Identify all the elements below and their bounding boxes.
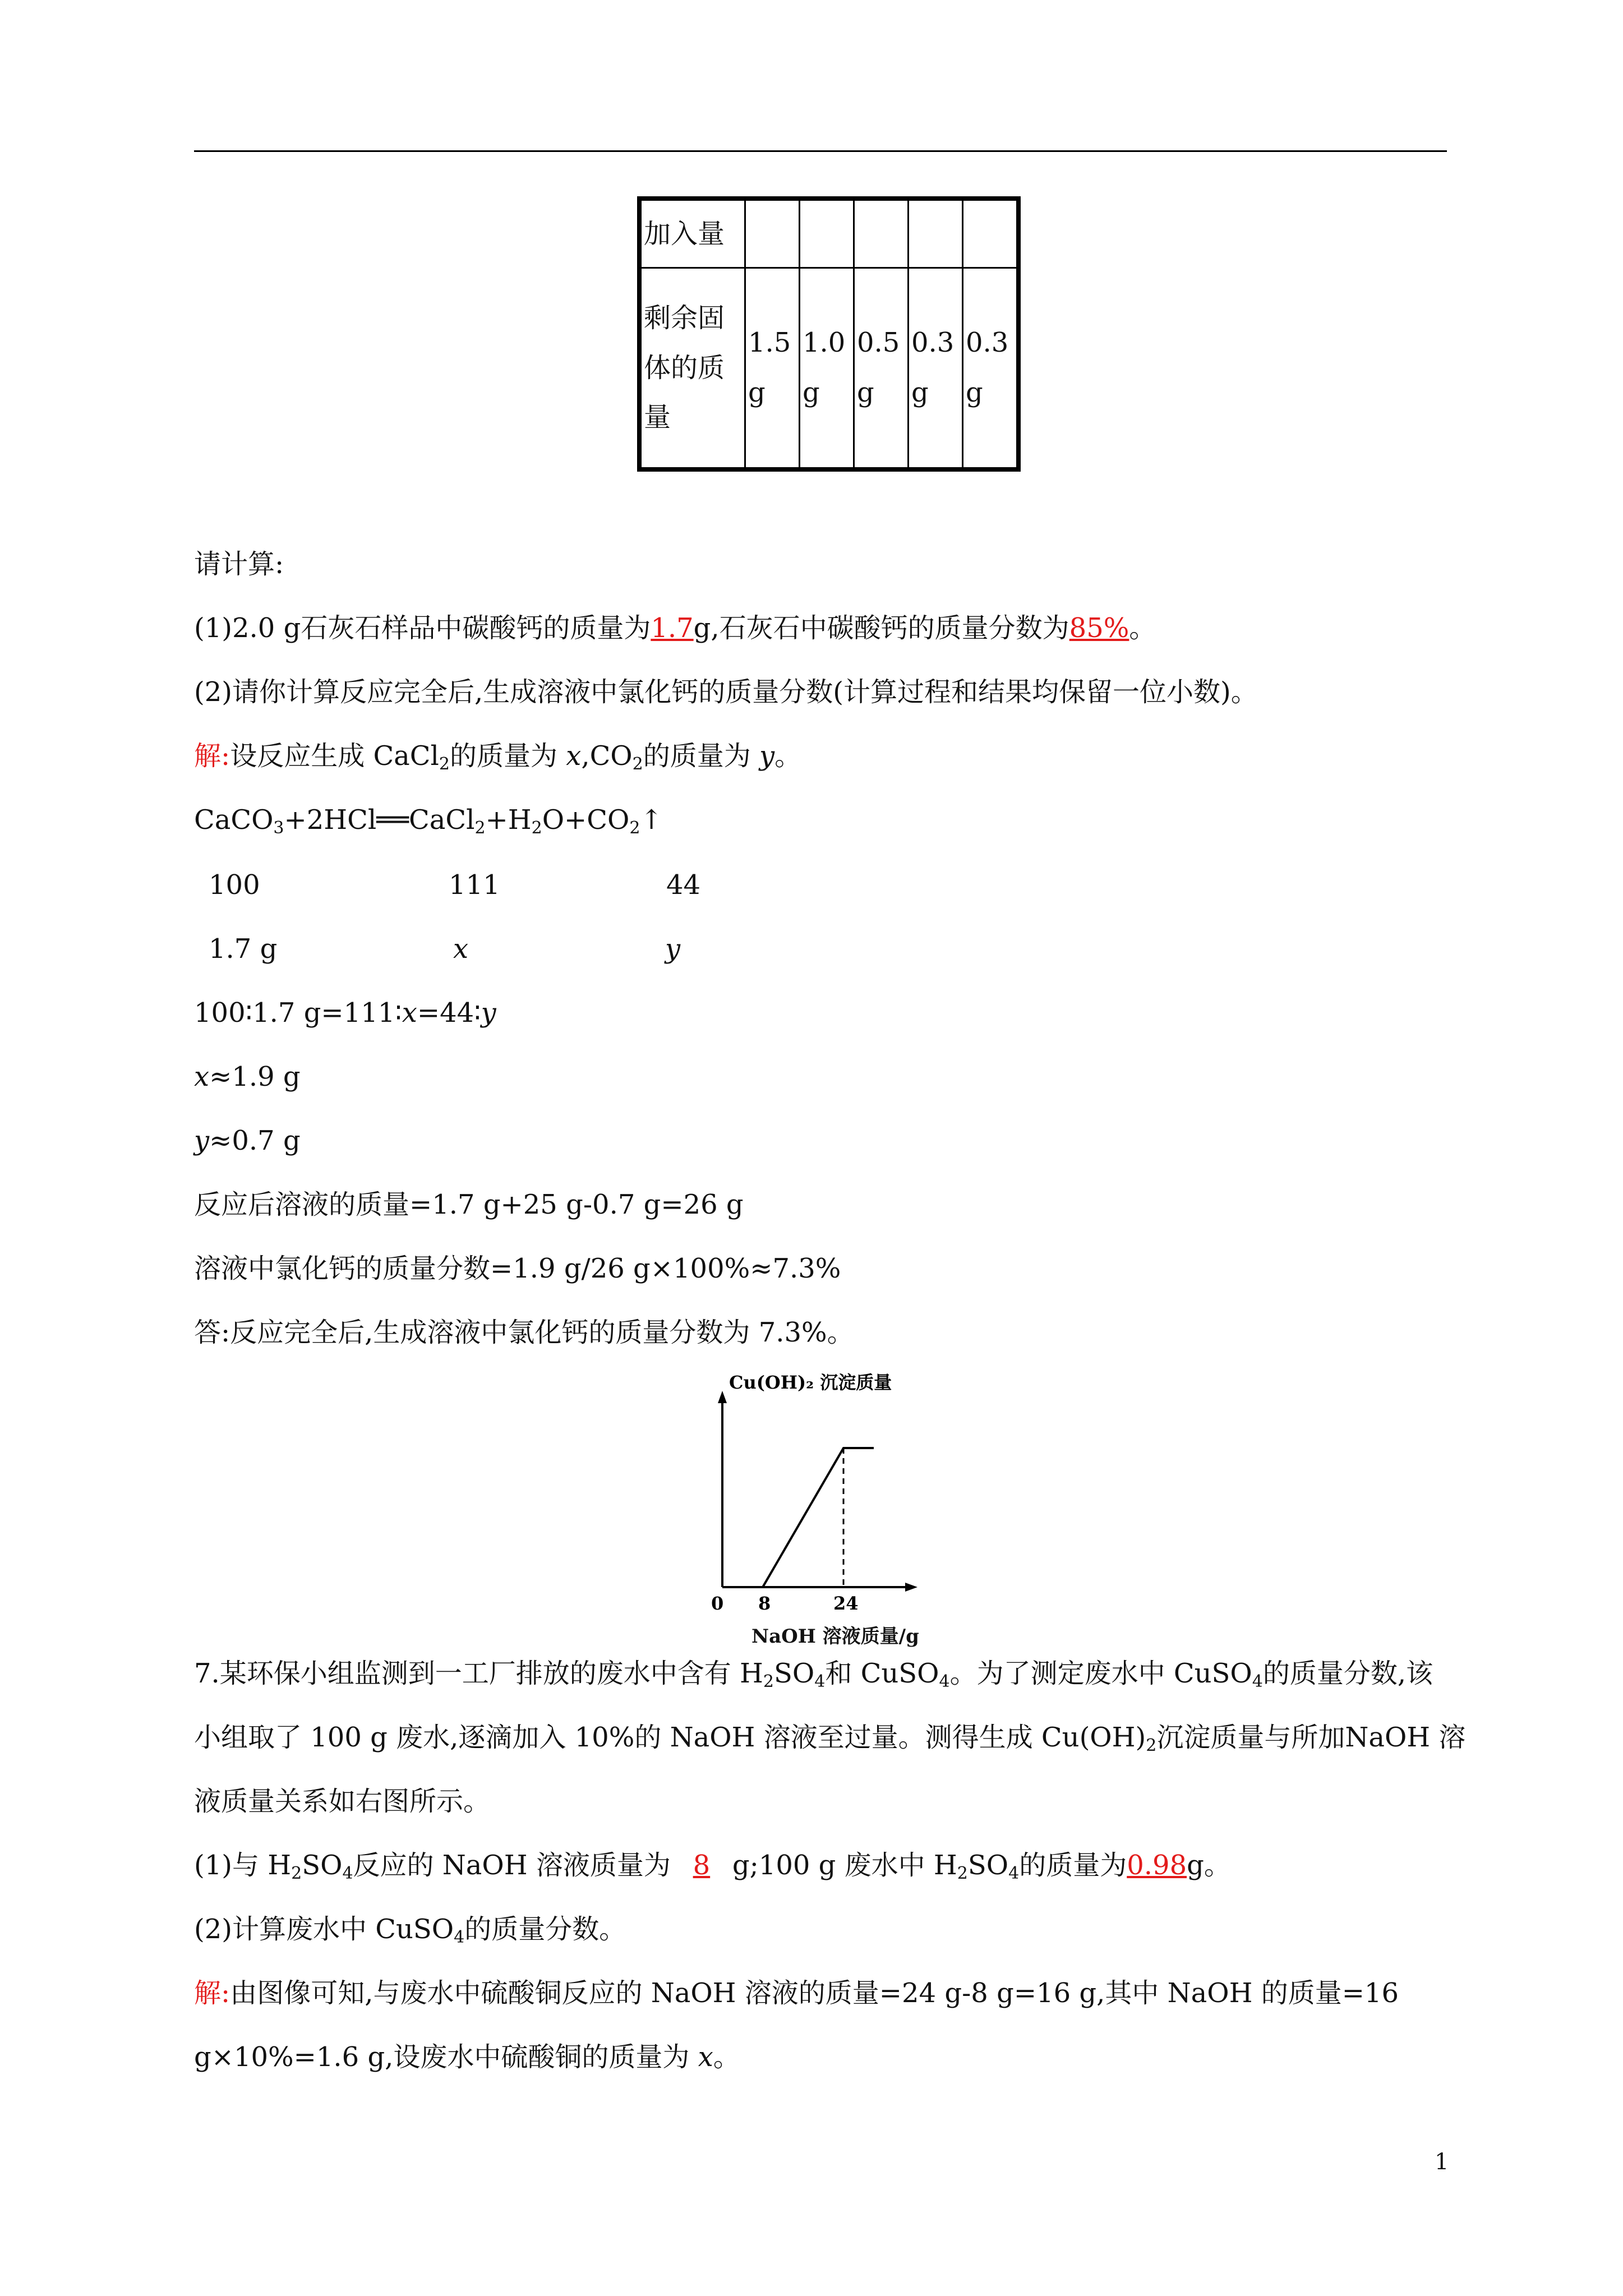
q7-part2 bbox=[194, 1912, 626, 1954]
text: 。 bbox=[1129, 612, 1156, 644]
table-cell: 0.3 g bbox=[963, 268, 1019, 470]
table-cell: 1.5 g bbox=[745, 268, 800, 470]
text: ≈1.9 g bbox=[209, 1061, 301, 1092]
text: 。为了测定废水中 CuSO bbox=[949, 1658, 1252, 1689]
var: y bbox=[481, 997, 496, 1029]
q6-answer: 答:反应完全后,生成溶液中氯化钙的质量分数为 7.3%。 bbox=[194, 1317, 854, 1348]
q7-line2 bbox=[194, 1721, 1465, 1763]
chart-xlabel: NaOH 溶液质量/g bbox=[751, 1625, 919, 1648]
table-cell bbox=[745, 199, 800, 268]
series-line bbox=[722, 1448, 874, 1587]
text: g,石灰石中碳酸钙的质量分数为 bbox=[693, 612, 1069, 644]
subscript: 3 bbox=[273, 818, 284, 838]
subscript: 2 bbox=[1146, 1736, 1157, 1755]
answer-blank: 1.7 bbox=[651, 612, 694, 644]
x-result bbox=[194, 1060, 301, 1094]
answer-blank: 8 bbox=[693, 1850, 711, 1881]
table-cell bbox=[909, 199, 963, 268]
subscript: 2 bbox=[957, 1864, 968, 1883]
mass-value: 1.7 g bbox=[209, 933, 278, 965]
q6-part1 bbox=[194, 611, 1156, 645]
precipitate-chart bbox=[701, 1368, 937, 1615]
text: ≈0.7 g bbox=[209, 1125, 301, 1156]
text: 。 bbox=[774, 740, 802, 772]
text: g。 bbox=[1187, 1850, 1231, 1881]
text: (2)计算废水中 CuSO bbox=[194, 1914, 454, 1945]
text: 的质量为 bbox=[643, 740, 760, 772]
text: 7.某环保小组监测到一工厂排放的废水中含有 H bbox=[194, 1658, 763, 1689]
text: 的质量分数,该 bbox=[1262, 1658, 1433, 1689]
chemical-equation bbox=[194, 803, 663, 845]
subscript: 4 bbox=[939, 1672, 950, 1691]
chart-ylabel: Cu(OH)₂ 沉淀质量 bbox=[729, 1372, 892, 1393]
y-axis-arrow bbox=[718, 1391, 727, 1403]
mass-value: x bbox=[453, 933, 469, 965]
y-result bbox=[194, 1124, 301, 1158]
var: x bbox=[402, 997, 417, 1029]
table-cell: 1.0 g bbox=[800, 268, 854, 470]
text: ,CO bbox=[581, 740, 633, 772]
subscript: 4 bbox=[1008, 1864, 1020, 1883]
var: x bbox=[194, 1061, 210, 1092]
subscript: 2 bbox=[632, 754, 643, 774]
q7-solution-line2 bbox=[194, 2040, 740, 2074]
text: 由图像可知,与废水中硫酸铜反应的 NaOH 溶液的质量=24 g-8 g=16 g,其中 NaOH 的质量=16 bbox=[230, 1977, 1399, 2009]
table-cell bbox=[963, 199, 1019, 268]
x-tick-label: 0 bbox=[711, 1593, 724, 1614]
text: SO bbox=[302, 1850, 343, 1881]
text: g×10%=1.6 g,设废水中硫酸铜的质量为 bbox=[194, 2041, 698, 2073]
solution-mass: 反应后溶液的质量=1.7 g+25 g-0.7 g=26 g bbox=[194, 1189, 744, 1220]
page-number: 1 bbox=[1435, 2149, 1449, 2175]
q6-part2: (2)请你计算反应完全后,生成溶液中氯化钙的质量分数(计算过程和结果均保留一位小数)。 bbox=[194, 676, 1258, 708]
var: x bbox=[566, 740, 582, 772]
molar-mass: 100 bbox=[209, 869, 260, 901]
q7-solution-line1 bbox=[194, 1976, 1399, 2010]
answer-blank: 0.98 bbox=[1127, 1850, 1187, 1881]
header-rule bbox=[194, 150, 1447, 152]
text: 。 bbox=[713, 2041, 740, 2073]
subscript: 2 bbox=[629, 818, 640, 838]
subscript: 2 bbox=[763, 1672, 774, 1691]
table-row bbox=[639, 268, 1018, 470]
text: 100∶1.7 g=111∶ bbox=[194, 997, 402, 1029]
table-cell: 0.5 g bbox=[854, 268, 909, 470]
subscript: 2 bbox=[531, 818, 542, 838]
table-header-cell: 加入量 bbox=[639, 199, 745, 268]
q6-intro: 请计算: bbox=[194, 548, 284, 580]
subscript: 2 bbox=[439, 754, 450, 774]
text: 反应的 NaOH 溶液质量为 bbox=[353, 1850, 671, 1881]
solution-label: 解: bbox=[194, 1977, 230, 2009]
text: 的质量为 bbox=[1019, 1850, 1127, 1881]
text: CaCO bbox=[194, 804, 274, 836]
text: O+CO bbox=[542, 804, 630, 836]
subscript: 2 bbox=[474, 818, 486, 838]
ratio-equation bbox=[194, 996, 496, 1030]
data-table bbox=[637, 196, 1021, 472]
answer-blank: 85% bbox=[1069, 612, 1129, 644]
text: 的质量为 bbox=[449, 740, 566, 772]
text: =44∶ bbox=[417, 997, 481, 1029]
molar-mass: 44 bbox=[666, 869, 701, 901]
text: 设反应生成 CaCl bbox=[230, 740, 439, 772]
text: 小组取了 100 g 废水,逐滴加入 10%的 NaOH 溶液至过量。测得生成 Cu(OH) bbox=[194, 1722, 1146, 1753]
text: (1)2.0 g石灰石样品中碳酸钙的质量为 bbox=[194, 612, 651, 644]
table-cell bbox=[800, 199, 854, 268]
var: x bbox=[698, 2041, 713, 2073]
subscript: 4 bbox=[1252, 1672, 1263, 1691]
var: y bbox=[759, 740, 775, 772]
text: +2HCl══CaCl bbox=[284, 804, 475, 836]
text: SO bbox=[774, 1658, 815, 1689]
subscript: 2 bbox=[291, 1864, 302, 1883]
q7-line1 bbox=[194, 1657, 1433, 1699]
q7-part1 bbox=[194, 1848, 1231, 1891]
mass-value: y bbox=[665, 933, 681, 965]
x-tick-label: 24 bbox=[833, 1593, 859, 1614]
text: 和 CuSO bbox=[825, 1658, 939, 1689]
text: g;100 g 废水中 H bbox=[732, 1850, 957, 1881]
subscript: 4 bbox=[454, 1928, 465, 1947]
x-axis-arrow bbox=[905, 1583, 917, 1592]
q7-line3: 液质量关系如右图所示。 bbox=[194, 1786, 491, 1817]
text: +H bbox=[485, 804, 532, 836]
mass-fraction: 溶液中氯化钙的质量分数=1.9 g/26 g×100%≈7.3% bbox=[194, 1253, 841, 1284]
text: SO bbox=[967, 1850, 1009, 1881]
text: ↑ bbox=[640, 804, 663, 836]
text: (1)与 H bbox=[194, 1850, 292, 1881]
text: 沉淀质量与所加NaOH 溶 bbox=[1156, 1722, 1466, 1753]
table-header-cell: 剩余固体的质量 bbox=[639, 268, 745, 470]
table-cell bbox=[854, 199, 909, 268]
var: y bbox=[194, 1125, 210, 1156]
subscript: 4 bbox=[814, 1672, 826, 1691]
text: 的质量分数。 bbox=[464, 1914, 626, 1945]
table-row bbox=[639, 199, 1018, 268]
table-cell: 0.3 g bbox=[909, 268, 963, 470]
solution-label: 解: bbox=[194, 740, 230, 772]
subscript: 4 bbox=[342, 1864, 353, 1883]
x-tick-label: 8 bbox=[758, 1593, 771, 1614]
q6-solution-setup bbox=[194, 739, 801, 781]
molar-mass: 111 bbox=[449, 869, 500, 901]
